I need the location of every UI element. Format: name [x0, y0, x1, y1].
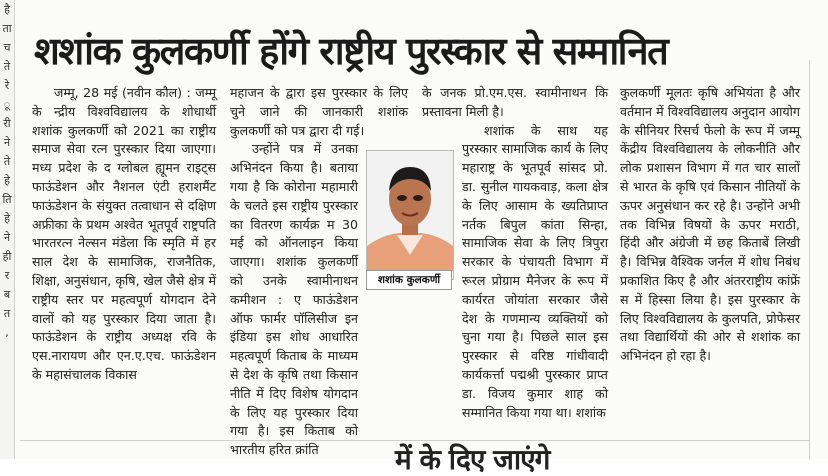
headline: शशांक कुलकर्णी होंगे राष्ट्रीय पुरस्कार से सम्मानित	[34, 29, 668, 73]
margin-fragment: है	[4, 3, 10, 16]
portrait-photo-image	[367, 151, 453, 271]
column-3-paragraph-1: के जनक प्रो.एम.एस. स्वामीनाथन कि प्रस्तावना मिली है।	[422, 85, 608, 119]
column-4-text: कुलकर्णी मूलतः कृषि अभियंता है और वर्तमान में विश्वविद्यालय अनुदान आयोग के सीनियर रिसर्च फेलो के रूप में जम्मू केंद्रीय विश्वविद्यालय के लोकनीति और लोक प्रशासन विभाग में गत चार सालों से भारत के कृषि एवं किसान नीतियों के ऊपर अनुसंधान कर रहे है। उन्होंने अभी तक विभिन्न विषयों के ऊपर मराठी, हिंदी और अंग्रेजी में छह किताबें लिखी है। विभिन्न वैश्विक जर्नल में शोध निबंध प्रकाशित किए है और अंतरराष्ट्रीय कांफ्रें स में हिस्सा लिया है। इस पुरस्कार के लिए विश्वविद्यालय के कुलपति, प्रोफेसर तथा विद्यार्थियों की ओर से शशांक का अभिनंदन हो रहा है।	[620, 85, 800, 364]
margin-fragment: हे	[4, 212, 10, 225]
bottom-divider	[20, 440, 810, 441]
column-2-paragraph-1: महाजन के द्वारा इस पुरस्कार के लिए चुने जाने की जानकारी शशांक कुलकर्णी को पत्र द्वारा दी गई।	[230, 85, 408, 138]
margin-fragment: ति	[2, 193, 12, 206]
margin-fragment: ते	[3, 60, 11, 73]
margin-fragment: ,	[5, 326, 9, 339]
next-article-headline-text: में के दिए जाएंगे	[395, 443, 550, 476]
margin-fragment: ही	[2, 250, 12, 263]
margin-fragment: त	[3, 307, 11, 320]
margin-fragment: ब	[3, 288, 11, 301]
right-border-strip	[809, 60, 828, 459]
margin-fragment: हे	[4, 174, 10, 187]
margin-fragment: ते	[3, 155, 11, 168]
photo-caption: शशांक कुलकर्णी	[366, 270, 452, 290]
article-column-4	[620, 84, 800, 440]
next-article-headline-fragment	[395, 443, 725, 476]
article-column-1	[32, 84, 216, 440]
margin-fragment: री	[3, 117, 11, 130]
margin-fragment: च	[3, 41, 11, 54]
margin-fragment: ता	[2, 22, 12, 35]
portrait-photo	[366, 150, 454, 280]
adjacent-column-strip	[0, 0, 15, 459]
margin-fragment: रे	[4, 79, 10, 92]
margin-fragment: ू	[3, 98, 11, 111]
margin-fragment: ने	[3, 231, 11, 244]
column-1-text: जम्मू, 28 मई (नवीन कौल) : जम्मू के न्द्रीय विश्वविद्यालय के शोधार्थी शशांक कुलकर्णी को 2021 का राष्ट्रीय समाज सेवा रत्न पुरस्कार दिया जाएगा। मध्य प्रदेश के द ग्लोबल ह्यूमन राइट्स फाऊंडेशन और नैशनल एंटी हराशमैंट फाऊंडेशन के संयुक्त तत्वाधान से दक्षिण अफ्रीका के प्रथम अश्वेत भूतपूर्व राष्ट्रपति भारतरत्न नेल्सन मंडेला कि स्मृति में हर साल देश के सामाजिक, राजनैतिक, शिक्षा, अनुसंधान, कृषि, खेल जैसे क्षेत्र में राष्ट्रीय स्तर पर महत्वपूर्ण योगदान देने वालों को यह पुरस्कार दिया जाता है। फाऊंडेशन के राष्ट्रीय अध्यक्ष रवि के एस.नारायण और एन.ए.एच. फाऊंडेशन के महासंचालक विकास	[32, 85, 216, 382]
column-2-paragraph-2: उन्होंने पत्र में उनका अभिनंदन किया है। बताया गया है कि कोरोना महामारी के चलते इस राष्ट्रीय पुरस्कार का वितरण कार्यक्र म 30 मई को ऑनलाइन किया जाएगा। शशांक कुलकर्णी को उनके स्वामीनाथन कमीशन : ए फाऊंडेशन ऑफ फार्मर पॉलिसीज इन इंडिया इस शोध आधारित महत्वपूर्ण किताब के माध्यम से देश के कृषि तथा किसान नीति में दिए विशेष योगदान के लिए यह पुरस्कार दिया गया है। इस किताब को भारतीय हरित क्रांति	[230, 141, 358, 458]
margin-fragment: र	[4, 269, 10, 282]
column-3-paragraph-2: शशांक के साथ यह पुरस्कार सामाजिक कार्य के लिए महाराष्ट्र के भूतपूर्व सांसद प्रो. डा. सुनील गायकवाड़, कला क्षेत्र के लिए आसाम के ख्यतिप्राप्त नर्तक बिपुल कांता सिन्हा, सामाजिक सेवा के लिए त्रिपुरा सरकार के पंचायती विभाग में रूरल प्रोग्राम मैनेजर के रूप में कार्यरत जोयांता सरकार जैसे देश के गणमान्य व्यक्तियों को चुना गया है। पिछले साल इस पुरस्कार से वरिष्ठ गांधीवादी कार्यकर्त्ता पद्मश्री पुरस्कार प्राप्त डा. विजय कुमार शाह को सम्मानित किया गया था। शशांक	[462, 122, 608, 420]
margin-fragment: ने	[3, 136, 11, 149]
